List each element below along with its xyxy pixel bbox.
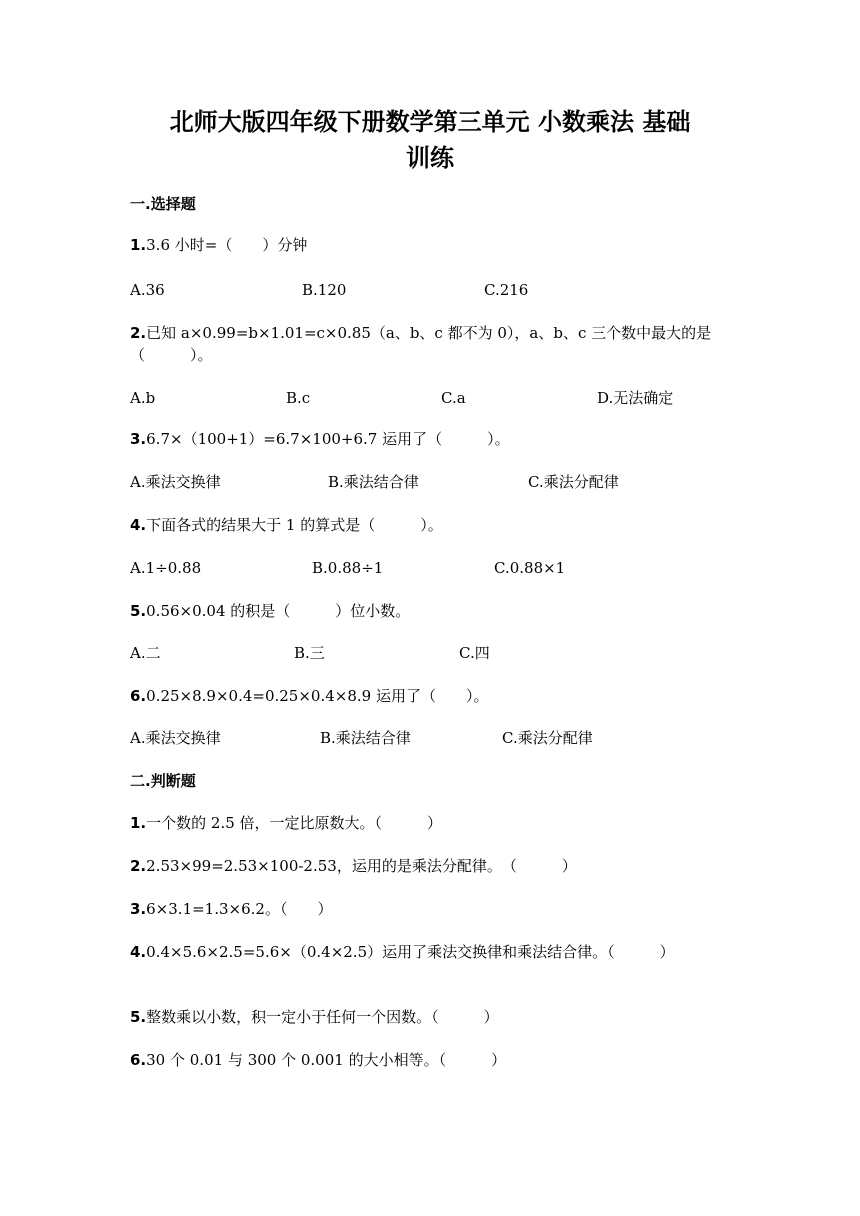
question-text: 2.53×99=2.53×100-2.53，运用的是乘法分配律。 （ ） [146, 857, 577, 875]
question-number: 5. [130, 602, 147, 620]
question-text: 0.56×0.04 的积是（ ）位小数。 [146, 602, 411, 620]
section-heading-choice: 一.选择题 [130, 195, 196, 213]
choice-2-option-c: C.a [441, 389, 466, 407]
question-text: 30 个 0.01 与 300 个 0.001 的大小相等。（ ） [146, 1051, 507, 1069]
choice-1-option-b: B.120 [302, 281, 347, 299]
question-number: 6. [130, 687, 147, 705]
question-number: 1. [130, 814, 147, 832]
question-text: 已知 a×0.99=b×1.01=c×0.85（a、b、c 都不为 0），a、b、c 三个数中最大的是（ ）。 [130, 324, 712, 364]
question-number: 4. [130, 516, 147, 534]
choice-3-option-c: C.乘法分配律 [528, 473, 619, 491]
question-number: 2. [130, 324, 147, 342]
question-text: 下面各式的结果大于 1 的算式是（ ）。 [146, 516, 443, 534]
question-text: 0.25×8.9×0.4=0.25×0.4×8.9 运用了（ ）。 [146, 687, 489, 705]
choice-3-option-a: A.乘法交换律 [130, 473, 221, 491]
choice-2-option-a: A.b [130, 389, 156, 407]
choice-1-option-c: C.216 [484, 281, 529, 299]
judge-question-1 [130, 812, 730, 834]
judge-question-6 [130, 1049, 730, 1071]
choice-3-option-b: B.乘法结合律 [328, 473, 419, 491]
choice-1-option-a: A.36 [130, 281, 165, 299]
question-number: 3. [130, 900, 147, 918]
question-number: 6. [130, 1051, 147, 1069]
judge-question-2 [130, 855, 730, 877]
choice-6-option-c: C.乘法分配律 [502, 729, 593, 747]
choice-6-option-a: A.乘法交换律 [130, 729, 221, 747]
judge-question-3 [130, 898, 730, 920]
question-number: 2. [130, 857, 147, 875]
choice-5-option-b: B.三 [294, 644, 325, 662]
judge-question-5 [130, 1006, 730, 1028]
page-title-line1: 北师大版四年级下册数学第三单元 小数乘法 基础 [169, 108, 691, 136]
choice-question-5 [130, 600, 730, 622]
choice-5-option-c: C.四 [459, 644, 490, 662]
question-number: 4. [130, 943, 147, 961]
question-number: 3. [130, 430, 147, 448]
choice-4-option-c: C.0.88×1 [494, 559, 566, 577]
choice-6-option-b: B.乘法结合律 [320, 729, 411, 747]
choice-question-6 [130, 685, 730, 707]
choice-4-option-b: B.0.88÷1 [312, 559, 384, 577]
page-title-line2: 训练 [406, 144, 454, 172]
question-number: 1. [130, 236, 147, 254]
section-heading-judge: 二.判断题 [130, 772, 196, 790]
question-text: 3.6 小时=（ ）分钟 [146, 236, 308, 254]
choice-2-option-b: B.c [286, 389, 311, 407]
question-text: 整数乘以小数，积一定小于任何一个因数。（ ） [146, 1008, 499, 1026]
question-text: 6×3.1=1.3×6.2。（ ） [146, 900, 333, 918]
choice-question-3 [130, 428, 730, 450]
question-text: 一个数的 2.5 倍，一定比原数大。（ ） [146, 814, 443, 832]
judge-question-4 [130, 941, 730, 963]
choice-question-2 [130, 322, 730, 366]
question-text: 6.7×（100+1）=6.7×100+6.7 运用了（ ）。 [146, 430, 510, 448]
choice-2-option-d: D.无法确定 [597, 389, 674, 407]
choice-4-option-a: A.1÷0.88 [130, 559, 202, 577]
choice-5-option-a: A.二 [130, 644, 161, 662]
question-text: 0.4×5.6×2.5=5.6×（0.4×2.5）运用了乘法交换律和乘法结合律。（ ） [146, 943, 675, 961]
question-number: 5. [130, 1008, 147, 1026]
choice-question-4 [130, 514, 730, 536]
choice-question-1 [130, 234, 730, 256]
